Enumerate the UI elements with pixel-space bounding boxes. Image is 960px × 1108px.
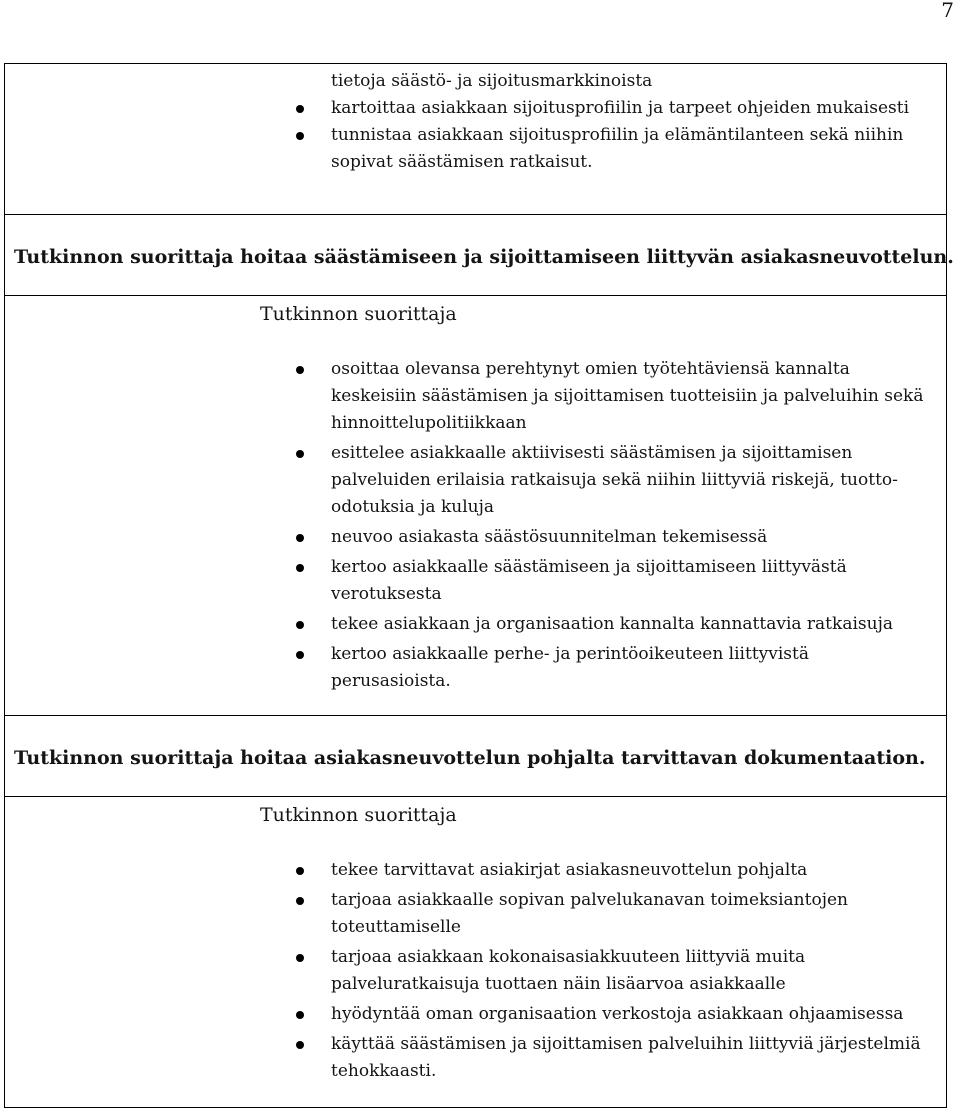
- list-item: hyödyntää oman organisaation verkostoja asiakkaan ohjaamisessa: [5, 1001, 946, 1028]
- bullet-list-advice: [5, 356, 946, 695]
- bullet-list-top: [5, 95, 946, 176]
- list-item: tekee tarvittavat asiakirjat asiakasneuvottelun pohjalta: [5, 857, 946, 884]
- list-item: tarjoaa asiakkaalle sopivan palvelukanavan toimeksiantojen toteuttamiselle: [5, 887, 946, 941]
- list-item: esittelee asiakkaalle aktiivisesti säästämisen ja sijoittamisen palveluiden erilaisia ratkaisuja sekä niihin liittyviä riskejä, tuotto-odotuksia ja kuluja: [5, 440, 946, 521]
- list-item: osoittaa olevansa perehtynyt omien työtehtäviensä kannalta keskeisiin säästämisen ja sijoittamisen tuotteisiin ja palveluihin sekä hinnoittelupolitiikkaan: [5, 356, 946, 437]
- table-cell-heading: [5, 716, 947, 797]
- table-row: [5, 296, 947, 716]
- table-cell-top: [5, 64, 947, 215]
- table-row: [5, 64, 947, 215]
- list-item: kartoittaa asiakkaan sijoitusprofiilin ja tarpeet ohjeiden mukaisesti: [5, 95, 946, 122]
- list-item: neuvoo asiakasta säästösuunnitelman tekemisessä: [5, 524, 946, 551]
- table-row: [5, 215, 947, 296]
- criteria-table: [4, 63, 954, 1108]
- list-item: käyttää säästämisen ja sijoittamisen palveluihin liittyviä järjestelmiä tehokkaasti.: [5, 1031, 946, 1085]
- intro-text: Tutkinnon suorittaja: [260, 804, 457, 826]
- lead-in-text: tietoja säästö- ja sijoitusmarkkinoista: [331, 71, 653, 91]
- list-item: kertoo asiakkaalle säästämiseen ja sijoittamiseen liittyvästä verotuksesta: [5, 554, 946, 608]
- table-cell-heading: [5, 215, 954, 296]
- list-item: tekee asiakkaan ja organisaation kannalta kannattavia ratkaisuja: [5, 611, 946, 638]
- table-cell-body: [5, 797, 947, 1108]
- bullet-list-docs: [5, 857, 946, 1085]
- section-heading-docs: Tutkinnon suorittaja hoitaa asiakasneuvottelun pohjalta tarvittavan dokumentaation.: [14, 747, 926, 769]
- list-item: tunnistaa asiakkaan sijoitusprofiilin ja elämäntilanteen sekä niihin sopivat säästämisen ratkaisut.: [5, 122, 946, 176]
- table-row: [5, 716, 947, 797]
- intro-text: Tutkinnon suorittaja: [260, 303, 457, 325]
- table-cell-body: [5, 296, 947, 716]
- table-row: [5, 797, 947, 1108]
- section-heading-advice: Tutkinnon suorittaja hoitaa säästämiseen ja sijoittamiseen liittyvän asiakasneuvottelun.: [14, 246, 954, 268]
- page-number: 7: [941, 0, 954, 22]
- list-item: kertoo asiakkaalle perhe- ja perintöoikeuteen liittyvistä perusasioista.: [5, 641, 946, 695]
- list-item: tarjoaa asiakkaan kokonaisasiakkuuteen liittyviä muita palveluratkaisuja tuottaen näin lisäarvoa asiakkaalle: [5, 944, 946, 998]
